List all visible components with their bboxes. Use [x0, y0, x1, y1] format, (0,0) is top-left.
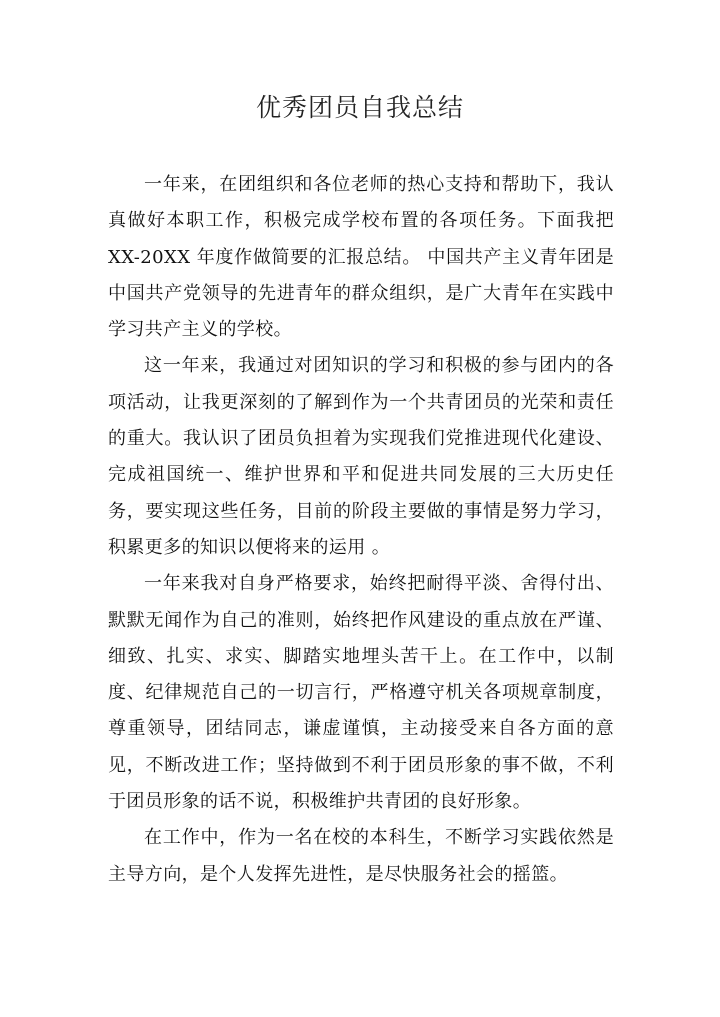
paragraph: 一年来我对自身严格要求，始终把耐得平淡、舍得付出、默默无闻作为自己的准则，始终把作风建设的重点放在严谨、细致、扎实、求实、脚踏实地埋头苦干上。在工作中，以制度、纪律规范自己的一切言行，严格遵守机关各项规章制度，尊重领导，团结同志，谦虚谨慎，主动接受来自各方面的意见，不断改进工作；坚持做到不利于团员形象的事不做，不利于团员形象的话不说，积极维护共青团的良好形象。 [108, 573, 614, 813]
paragraph: 在工作中，作为一名在校的本科生，不断学习实践依然是主导方向，是个人发挥先进性，是尽快服务社会的摇篮。 [108, 827, 614, 885]
paragraph: 这一年来，我通过对团知识的学习和积极的参与团内的各项活动，让我更深刻的了解到作为一个共青团员的光荣和责任的重大。我认识了团员负担着为实现我们党推进现代化建设、完成祖国统一、维护世界和平和促进共同发展的三大历史任务，要实现这些任务，目前的阶段主要做的事情是努力学习，积累更多的知识以便将来的运用 。 [108, 355, 614, 558]
paragraph: 一年来，在团组织和各位老师的热心支持和帮助下，我认真做好本职工作，积极完成学校布置的各项任务。下面我把 XX-20XX 年度作做简要的汇报总结。 中国共产主义青年团是中国共产党领导的先进青年的群众组织，是广大青年在实践中学习共产主义的学校。 [108, 174, 614, 341]
document-title: 优秀团员自我总结 [255, 93, 464, 122]
document-body [108, 167, 614, 893]
